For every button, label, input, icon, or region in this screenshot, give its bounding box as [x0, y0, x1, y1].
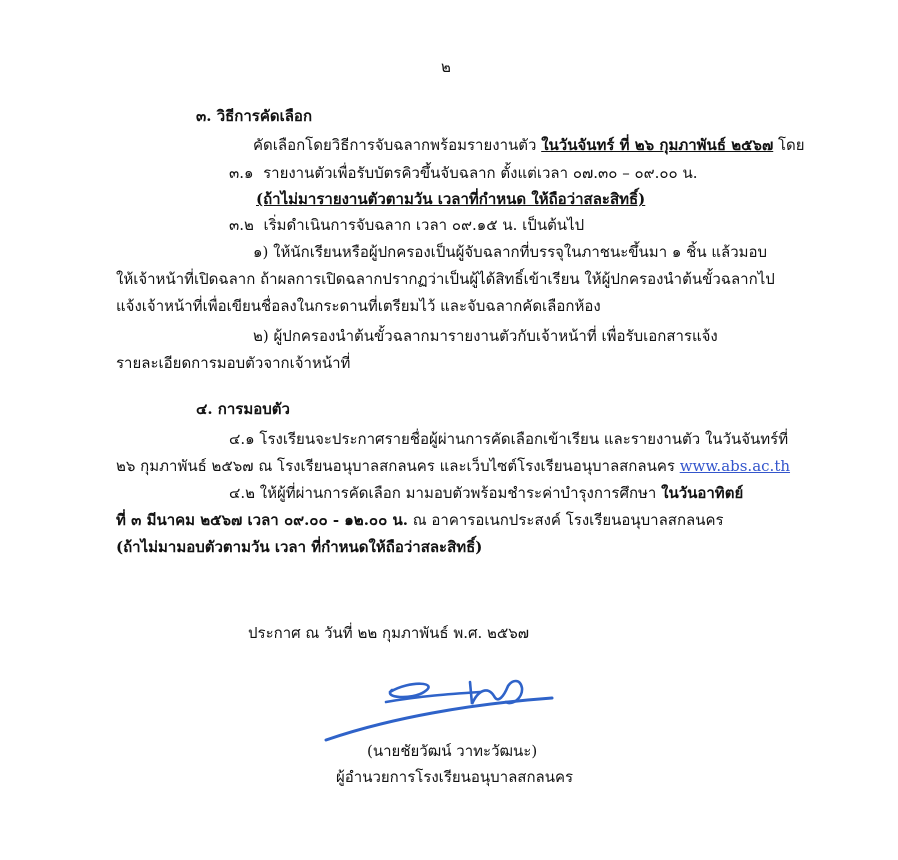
item-4-2-note: (ถ้าไม่มามอบตัวตามวัน เวลา ที่กำหนดให้ถือว่าสละสิทธิ์) — [116, 538, 483, 556]
section-3-heading: ๓. วิธีการคัดเลือก — [196, 107, 313, 125]
signer-title: ผู้อำนวยการโรงเรียนอนุบาลสกลนคร — [336, 768, 574, 786]
item-4-2-date-start: ในวันอาทิตย์ — [661, 484, 744, 502]
item-4-2-line-1 — [229, 482, 743, 504]
item-3-2-text: เริ่มดำเนินการจับฉลาก เวลา ๐๙.๑๕ น. เป็นต้นไป — [263, 216, 585, 234]
intro-prefix: คัดเลือกโดยวิธีการจับฉลากพร้อมรายงานตัว — [253, 136, 542, 154]
step-2-line-2: รายละเอียดการมอบตัวจากเจ้าหน้าที่ — [116, 354, 351, 372]
signature-icon — [320, 668, 560, 748]
intro-suffix: โดย — [773, 136, 805, 154]
step-2-line-1: ๒) ผู้ปกครองนำต้นขั้วฉลากมารายงานตัวกับเจ้าหน้าที่ เพื่อรับเอกสารแจ้ง — [253, 327, 718, 345]
item-3-1 — [229, 162, 697, 184]
step-1-line-2: ให้เจ้าหน้าที่เปิดฉลาก ถ้าผลการเปิดฉลากปรากฏว่าเป็นผู้ได้สิทธิ์เข้าเรียน ให้ผู้ปกครองนำต้นขั้วฉลากไป — [116, 270, 775, 288]
signer-name: (นายชัยวัฒน์ วาทะวัฒนะ) — [367, 742, 538, 760]
item-4-2-date: ที่ ๓ มีนาคม ๒๕๖๗ เวลา ๐๙.๐๐ - ๑๒.๐๐ น. — [116, 511, 408, 529]
step-1-line-3: แจ้งเจ้าหน้าที่เพื่อเขียนชื่อลงในกระดานที่เตรียมไว้ และจับฉลากคัดเลือกห้อง — [116, 297, 601, 315]
intro-date: ในวันจันทร์ ที่ ๒๖ กุมภาพันธ์ ๒๕๖๗ — [541, 136, 774, 154]
item-3-2 — [229, 214, 584, 236]
section-4-heading: ๔. การมอบตัว — [196, 400, 290, 418]
item-3-2-number: ๓.๒ — [229, 216, 254, 234]
announcement-date: ประกาศ ณ วันที่ ๒๒ กุมภาพันธ์ พ.ศ. ๒๕๖๗ — [248, 624, 530, 642]
item-3-1-text: รายงานตัวเพื่อรับบัตรคิวขึ้นจับฉลาก ตั้งแต่เวลา ๐๗.๓๐ – ๐๙.๐๐ น. — [263, 164, 698, 182]
item-3-1-note: (ถ้าไม่มารายงานตัวตามวัน เวลาที่กำหนด ให้ถือว่าสละสิทธิ์) — [256, 190, 646, 208]
item-4-2-venue: ณ อาคารอเนกประสงค์ โรงเรียนอนุบาลสกลนคร — [407, 511, 724, 529]
item-3-1-number: ๓.๑ — [229, 164, 254, 182]
item-4-1-text: ๒๖ กุมภาพันธ์ ๒๕๖๗ ณ โรงเรียนอนุบาลสกลนคร และเว็บไซต์โรงเรียนอนุบาลสกลนคร — [116, 457, 680, 475]
item-4-2-line-2 — [116, 509, 724, 531]
item-4-2-text: ๔.๒ ให้ผู้ที่ผ่านการคัดเลือก มามอบตัวพร้อมชำระค่าบำรุงการศึกษา — [229, 484, 662, 502]
step-1-line-1: ๑) ให้นักเรียนหรือผู้ปกครองเป็นผู้จับฉลากที่บรรจุในภาชนะขึ้นมา ๑ ชิ้น แล้วมอบ — [253, 243, 768, 261]
website-link[interactable]: www.abs.ac.th — [679, 457, 791, 475]
item-4-1-line-2 — [116, 455, 790, 477]
section-3-intro — [253, 134, 805, 156]
item-4-1-line-1: ๔.๑ โรงเรียนจะประกาศรายชื่อผู้ผ่านการคัดเลือกเข้าเรียน และรายงานตัว ในวันจันทร์ที่ — [229, 430, 789, 448]
page-number: ๒ — [441, 58, 451, 76]
